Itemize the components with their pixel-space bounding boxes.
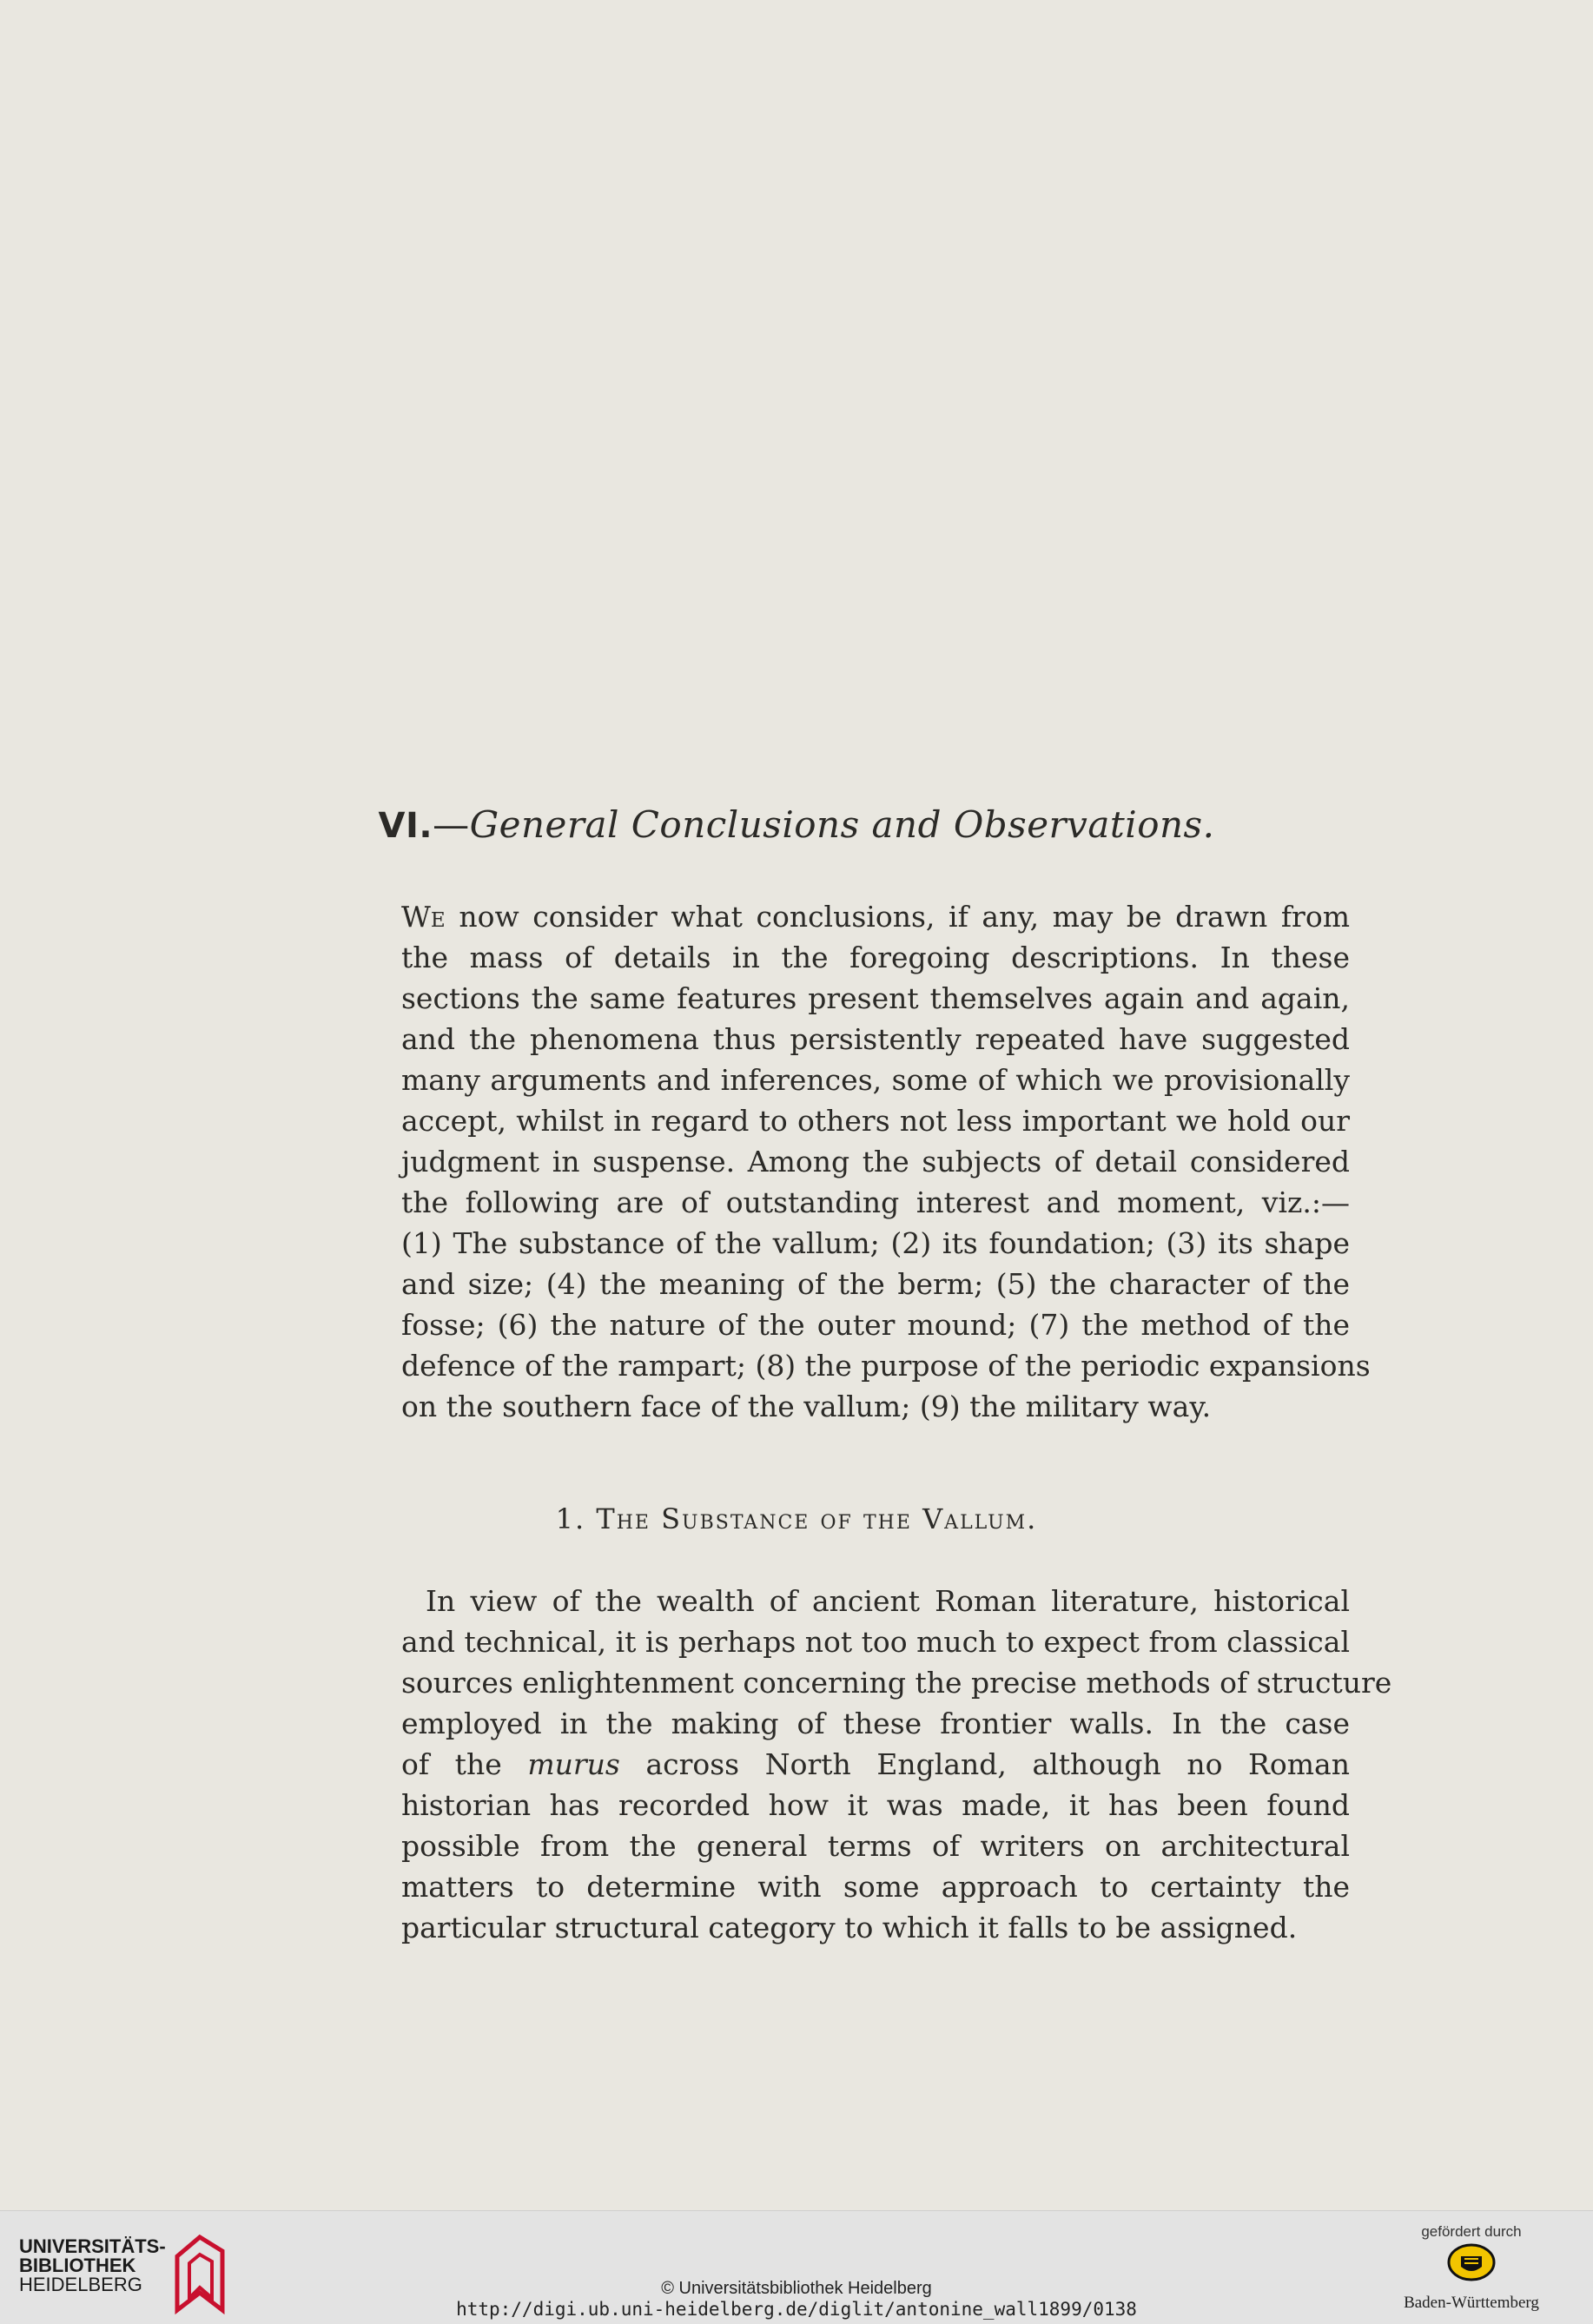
paragraph-line: on the southern face of the vallum; (9) the military way. bbox=[401, 1390, 1212, 1423]
section1-paragraph bbox=[401, 1581, 1392, 1948]
paragraph-line: matters to determine with some approach to certainty the bbox=[401, 1870, 1350, 1904]
section-heading: 1. The Substance of the Vallum. bbox=[555, 1502, 1038, 1535]
footer-bar bbox=[0, 2210, 1593, 2324]
paragraph-line: possible from the general terms of writers on architectural bbox=[401, 1829, 1350, 1863]
paragraph-line: sources enlightenment concerning the precise methods of structure bbox=[401, 1666, 1392, 1700]
paragraph-line: (1) The substance of the vallum; (2) its foundation; (3) its shape bbox=[401, 1226, 1350, 1260]
chapter-dash: — bbox=[433, 803, 470, 846]
chapter-heading bbox=[0, 803, 1593, 846]
intro-paragraph bbox=[401, 896, 1371, 1427]
paragraph-line: fosse; (6) the nature of the outer mound; (7) the method of the bbox=[401, 1308, 1350, 1342]
paragraph-line: of the murus across North England, although no Roman bbox=[401, 1747, 1350, 1781]
paragraph-line: many arguments and inferences, some of which we provisionally bbox=[401, 1063, 1350, 1097]
paragraph-line: defence of the rampart; (8) the purpose of the periodic expansions bbox=[401, 1349, 1371, 1383]
paragraph-line: the following are of outstanding interest and moment, viz.:— bbox=[401, 1185, 1350, 1219]
paragraph-line: the mass of details in the foregoing descriptions. In these bbox=[401, 941, 1350, 974]
paragraph-line: We now consider what conclusions, if any, may be drawn from bbox=[401, 900, 1350, 934]
funder-name: Baden-Württemberg bbox=[1404, 2294, 1539, 2312]
italic-term: murus bbox=[527, 1747, 620, 1781]
paragraph-line: sections the same features present themselves again and again, bbox=[401, 981, 1350, 1015]
paragraph-line: and size; (4) the meaning of the berm; (5) the character of the bbox=[401, 1267, 1350, 1301]
permalink-url[interactable]: http://digi.ub.uni-heidelberg.de/diglit/antonine_wall1899/0138 bbox=[456, 2299, 1137, 2320]
funded-label: gefördert durch bbox=[1421, 2223, 1522, 2240]
paragraph-line: employed in the making of these frontier walls. In the case bbox=[401, 1707, 1350, 1740]
paragraph-line: historian has recorded how it was made, it has been found bbox=[401, 1788, 1350, 1822]
paragraph-line: and the phenomena thus persistently repeated have suggested bbox=[401, 1022, 1350, 1056]
lead-smallcaps: We bbox=[401, 900, 446, 934]
paragraph-line: In view of the wealth of ancient Roman literature, historical bbox=[426, 1584, 1350, 1618]
library-logo-text: UNIVERSITÄTS- BIBLIOTHEK HEIDELBERG bbox=[19, 2235, 166, 2295]
funding-badge[interactable] bbox=[1385, 2223, 1558, 2313]
paragraph-line: accept, whilst in regard to others not less important we hold our bbox=[401, 1104, 1350, 1138]
copyright-notice: © Universitätsbibliothek Heidelberg bbox=[661, 2279, 932, 2298]
chapter-title: General Conclusions and Observations. bbox=[469, 803, 1215, 846]
baden-wuerttemberg-crest-icon bbox=[1445, 2241, 1497, 2284]
chapter-number: VI. bbox=[378, 806, 433, 846]
paragraph-line: and technical, it is perhaps not too much to expect from classical bbox=[401, 1625, 1351, 1659]
paragraph-line: particular structural category to which it falls to be assigned. bbox=[401, 1911, 1298, 1944]
paragraph-line: judgment in suspense. Among the subjects of detail considered bbox=[401, 1145, 1350, 1179]
